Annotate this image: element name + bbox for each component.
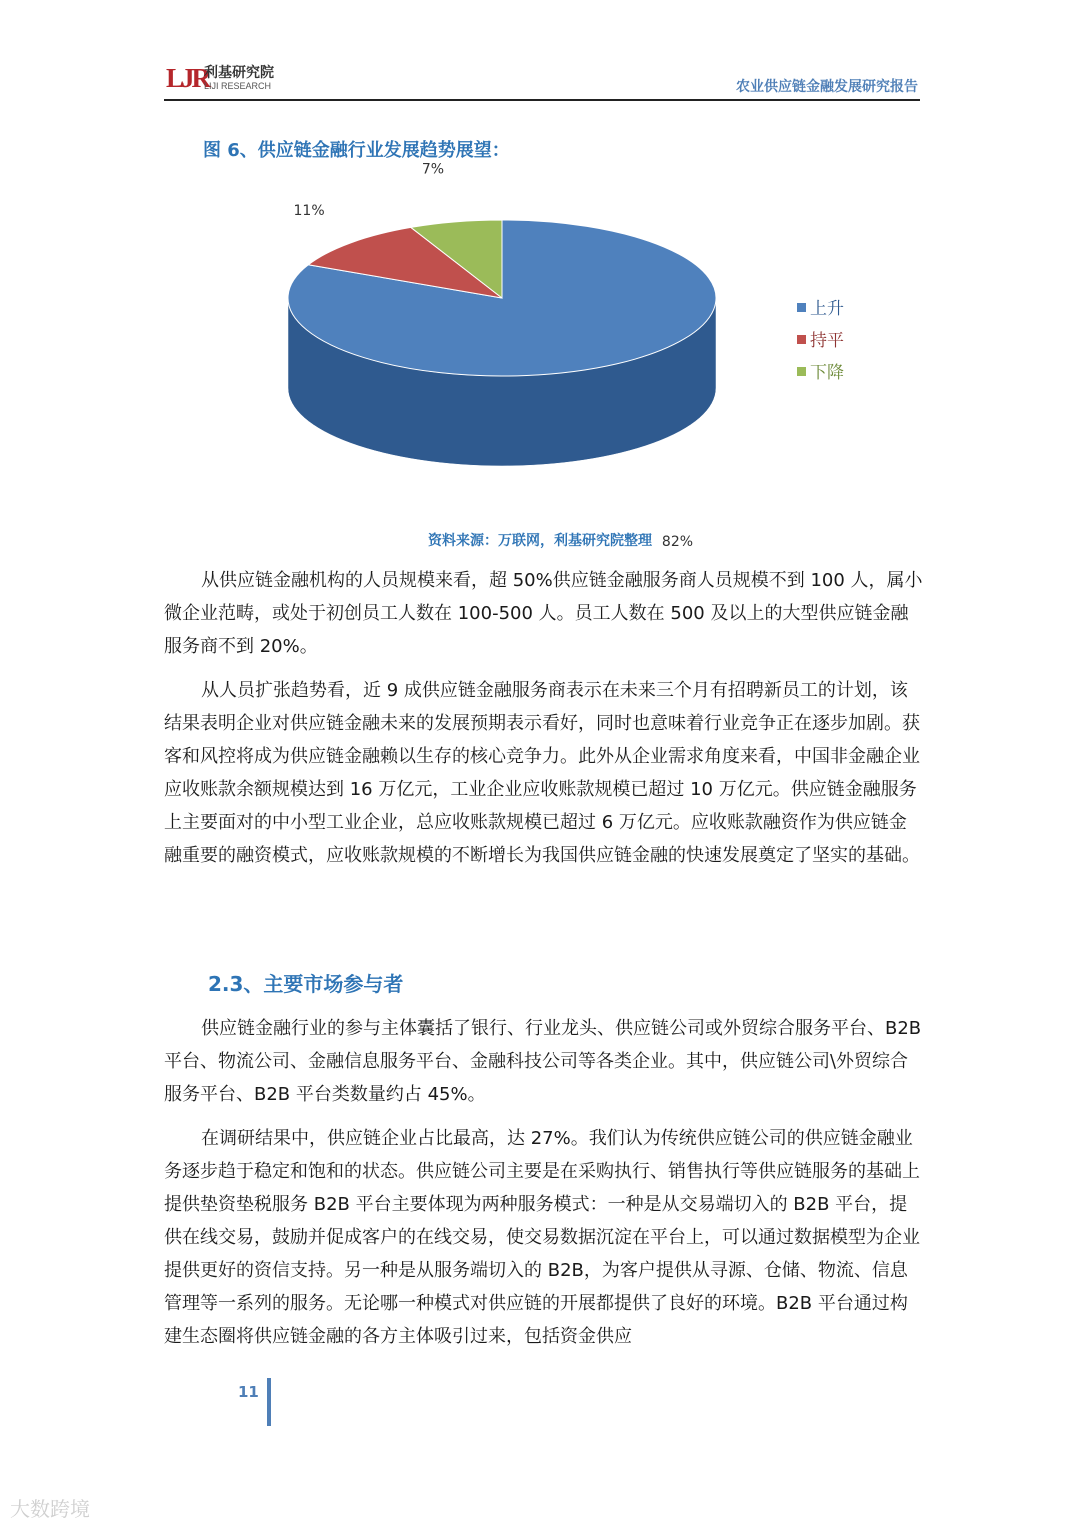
legend-item-上升 (797, 299, 844, 319)
figure-title: 图 6、供应链金融行业发展趋势展望： (203, 140, 510, 161)
legend-swatch (797, 367, 806, 376)
figure-source: 资料来源：万联网，利基研究院整理 (428, 533, 652, 549)
paragraph-participants: 供应链金融行业的参与主体囊括了银行、行业龙头、供应链公司或外贸综合服务平台、B2B 平台、物流公司、金融信息服务平台、金融科技公司等各类企业。其中，供应链公司\外贸综合服务平台、B2B 平台类数量约占 45%。 (164, 1018, 922, 1105)
legend-swatch (797, 335, 806, 344)
paragraph-expansion-trend: 从人员扩张趋势看，近 9 成供应链金融服务商表示在未来三个月有招聘新员工的计划，该结果表明企业对供应链金融未来的发展预期表示看好，同时也意味着行业竞争正在逐步加剧。获客和风控将成为供应链金融赖以生存的核心竞争力。此外从企业需求角度来看，中国非金融企业应收账款余额规模达到 16 万亿元，工业企业应收账款规模已超过 10 万亿元。供应链金融服务上主要面对的中小型工业企业，总应收账款规模已超过 6 万亿元。应收账款融资作为供应链金融重要的融资模式，应收账款规模的不断增长为我国供应链金融的快速发展奠定了坚实的基础。 (164, 680, 920, 866)
legend-label: 持平 (810, 331, 844, 351)
legend-label: 上升 (810, 299, 844, 319)
pie-label-持平: 11% (293, 203, 325, 220)
legend-swatch (797, 303, 806, 312)
logo-text-en: LIJI RESEARCH (204, 81, 272, 91)
pie-label-上升: 82% (661, 534, 694, 550)
section-heading: 2.3、主要市场参与者 (208, 972, 404, 996)
watermark: 大数跨境 (10, 1497, 90, 1521)
report-title: 农业供应链金融发展研究报告 (736, 79, 918, 95)
paragraph-staff-scale: 从供应链金融机构的人员规模来看，超 50%供应链金融服务商人员规模不到 100 人，属小微企业范畴，或处于初创员工人数在 100-500 人。员工人数在 500 及以上的大型供应链金融服务商不到 20%。 (164, 570, 923, 657)
pie-label-下降: 7% (421, 161, 445, 178)
paragraph-survey-results: 在调研结果中，供应链企业占比最高，达 27%。我们认为传统供应链公司的供应链金融业务逐步趋于稳定和饱和的状态。供应链公司主要是在采购执行、销售执行等供应链服务的基础上提供垫资垫税服务 B2B 平台主要体现为两种服务模式：一种是从交易端切入的 B2B 平台，提供在线交易，鼓励并促成客户的在线交易，使交易数据沉淀在平台上，可以通过数据模型为企业提供更好的资信支持。另一种是从服务端切入的 B2B，为客户提供从寻源、仓储、物流、信息管理等一系列的服务。无论哪一种模式对供应链的开展都提供了良好的环境。B2B 平台通过构建生态圈将供应链金融的各方主体吸引过来，包括资金供应 (164, 1128, 920, 1347)
legend-item-持平 (797, 331, 844, 351)
page-number-bar (267, 1378, 271, 1426)
pie-tops (288, 220, 716, 376)
legend-label: 下降 (810, 363, 844, 383)
legend-item-下降 (797, 363, 844, 383)
logo-text-cn: 利基研究院 (204, 65, 274, 81)
page-number: 11 (238, 1383, 259, 1401)
logo-mark: LJR (166, 63, 209, 93)
pie-legend (797, 299, 844, 383)
